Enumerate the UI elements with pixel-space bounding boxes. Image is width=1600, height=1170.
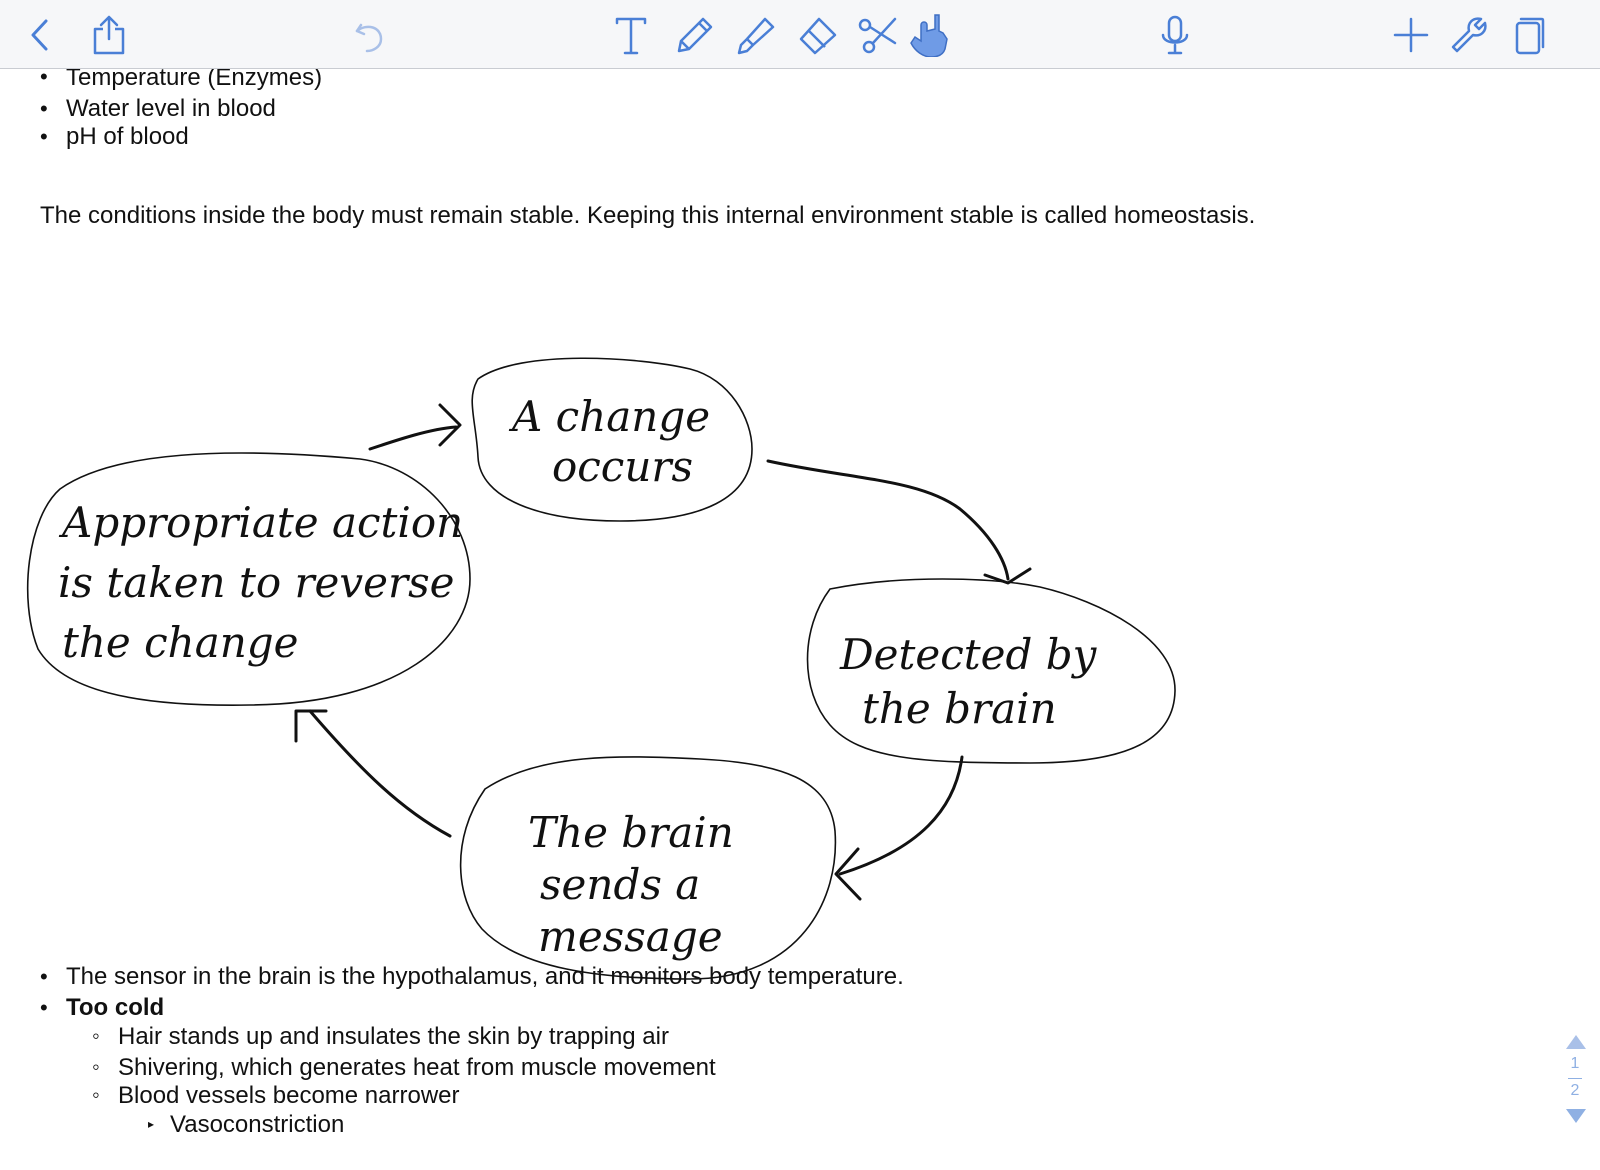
pages-icon[interactable] — [1504, 10, 1554, 60]
arrowhead-change — [440, 405, 460, 445]
pencil-icon[interactable] — [668, 10, 718, 60]
sub-list-item: Shivering, which generates heat from muscle movement — [118, 1054, 716, 1081]
arrow-detected-to-message — [840, 757, 962, 874]
arrow-change-to-detected — [768, 461, 1008, 579]
note-content[interactable] — [0, 69, 1600, 1170]
node-action-line-2: is taken to reverse — [58, 558, 455, 607]
bullet-dot: • — [40, 964, 48, 989]
current-page-number: 1 — [1570, 1055, 1580, 1072]
page-divider — [1568, 1078, 1582, 1079]
total-pages-number: 2 — [1570, 1082, 1580, 1099]
node-detected-line-2: the brain — [862, 684, 1057, 733]
scissors-icon[interactable] — [852, 10, 902, 60]
node-change-line-2: occurs — [552, 442, 694, 491]
hand-pointer-icon[interactable] — [904, 10, 954, 60]
sub-sub-list-item: Vasoconstriction — [170, 1111, 345, 1138]
sub-list-item: Blood vessels become narrower — [118, 1082, 460, 1109]
homeostasis-cycle-diagram — [0, 339, 1240, 1019]
node-change-line-1: A change — [512, 392, 711, 441]
share-icon[interactable] — [84, 10, 134, 60]
text-tool-icon[interactable] — [606, 10, 656, 60]
list-item: The sensor in the brain is the hypothalamus, and it monitors body temperature. — [66, 963, 904, 990]
bullet-dot: • — [40, 995, 48, 1020]
arrow-action-to-change — [370, 427, 456, 449]
sub-bullet-circle: ◦ — [92, 1054, 100, 1079]
eraser-icon[interactable] — [792, 10, 842, 60]
node-message-line-1: The brain — [528, 808, 734, 857]
page-navigator — [1550, 1025, 1600, 1135]
node-action-line-3: the change — [62, 618, 299, 667]
page-down-icon[interactable] — [1564, 1107, 1588, 1125]
sub-bullet-circle: ◦ — [92, 1082, 100, 1107]
sub-sub-bullet-triangle: ▸ — [148, 1117, 155, 1131]
node-action-line-1: Appropriate action — [62, 498, 464, 547]
undo-icon[interactable] — [344, 10, 394, 60]
list-item: Temperature (Enzymes) — [66, 69, 323, 91]
page-up-icon[interactable] — [1564, 1033, 1588, 1051]
top-toolbar — [0, 0, 1600, 69]
bullet-dot: • — [40, 124, 48, 149]
list-item: pH of blood — [66, 123, 189, 150]
wrench-icon[interactable] — [1444, 10, 1494, 60]
node-message-line-2: sends a — [540, 860, 701, 909]
node-detected-line-1: Detected by — [840, 630, 1097, 679]
list-item-heading: Too cold — [66, 994, 165, 1021]
back-arrow-icon[interactable] — [16, 10, 66, 60]
homeostasis-paragraph: The conditions inside the body must remain stable. Keeping this internal environment stable is called homeostasis. — [40, 202, 1256, 229]
sub-list-item: Hair stands up and insulates the skin by trapping air — [118, 1023, 669, 1050]
bullet-dot: • — [40, 96, 48, 121]
sub-bullet-circle: ◦ — [92, 1023, 100, 1048]
arrow-message-to-action — [310, 711, 450, 836]
highlighter-icon[interactable] — [730, 10, 780, 60]
bullet-dot: • — [40, 69, 48, 89]
microphone-icon[interactable] — [1150, 10, 1200, 60]
plus-icon[interactable] — [1386, 10, 1436, 60]
list-item: Water level in blood — [66, 95, 276, 122]
node-message-line-3: message — [538, 912, 723, 961]
